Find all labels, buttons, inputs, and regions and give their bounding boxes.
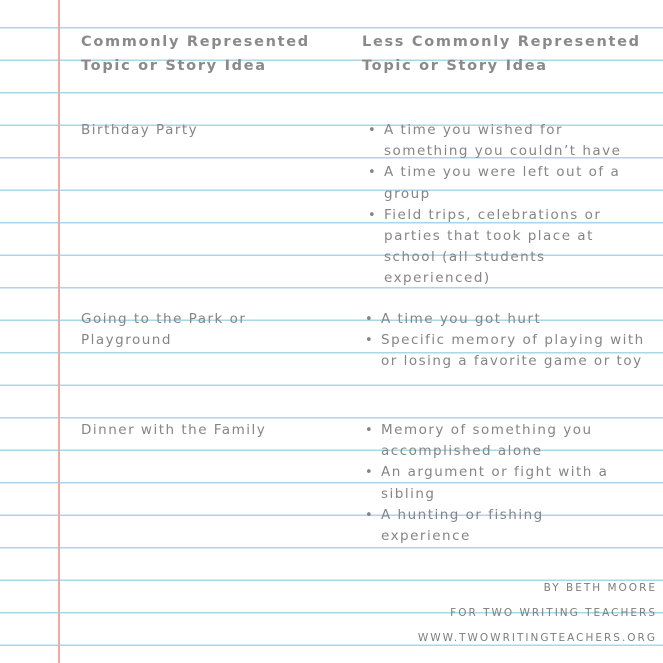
list-item — [364, 162, 646, 204]
list-item — [364, 205, 646, 290]
bullet-icon: • — [368, 165, 376, 181]
topic-cell: Going to the Park or Playground — [81, 311, 247, 349]
idea-text: An argument or fight with a sibling — [381, 464, 609, 502]
column-header-less-common: Less Commonly Represented Topic or Story Idea — [362, 34, 641, 74]
topic-cell: Birthday Party — [81, 122, 199, 138]
list-item — [361, 330, 651, 372]
bullet-icon: • — [365, 312, 373, 327]
credit-website: WWW.TWOWRITINGTEACHERS.ORG — [417, 632, 657, 644]
credit-for: FOR TWO WRITING TEACHERS — [450, 607, 657, 619]
bullet-icon: • — [365, 423, 373, 438]
bullet-icon: • — [365, 507, 373, 523]
idea-text: A time you were left out of a group — [384, 164, 621, 202]
topic-cell: Dinner with the Family — [81, 422, 267, 438]
idea-list — [361, 309, 651, 373]
column-header-common: Commonly Represented Topic or Story Idea — [81, 34, 310, 74]
bullet-icon: • — [365, 465, 373, 481]
list-item — [361, 462, 636, 504]
bullet-icon: • — [365, 333, 373, 349]
list-item — [361, 505, 636, 547]
idea-text: A time you wished for something you couldn’t have — [384, 122, 622, 160]
idea-text: Specific memory of playing with or losing a favorite game or toy — [381, 332, 645, 370]
idea-text: A time you got hurt — [381, 311, 542, 327]
list-item — [361, 309, 651, 330]
idea-list — [361, 420, 636, 547]
idea-list — [364, 120, 646, 290]
idea-text: Memory of something you accomplished alone — [381, 422, 593, 460]
idea-text: A hunting or fishing experience — [381, 506, 544, 545]
margin-line — [58, 0, 60, 663]
bullet-icon: • — [368, 207, 376, 223]
bullet-icon: • — [368, 123, 376, 138]
idea-text: Field trips, celebrations or parties that took place at school (all students experienced) — [384, 206, 602, 287]
credit-author: BY BETH MOORE — [543, 582, 657, 594]
list-item — [361, 420, 636, 462]
list-item — [364, 120, 646, 162]
